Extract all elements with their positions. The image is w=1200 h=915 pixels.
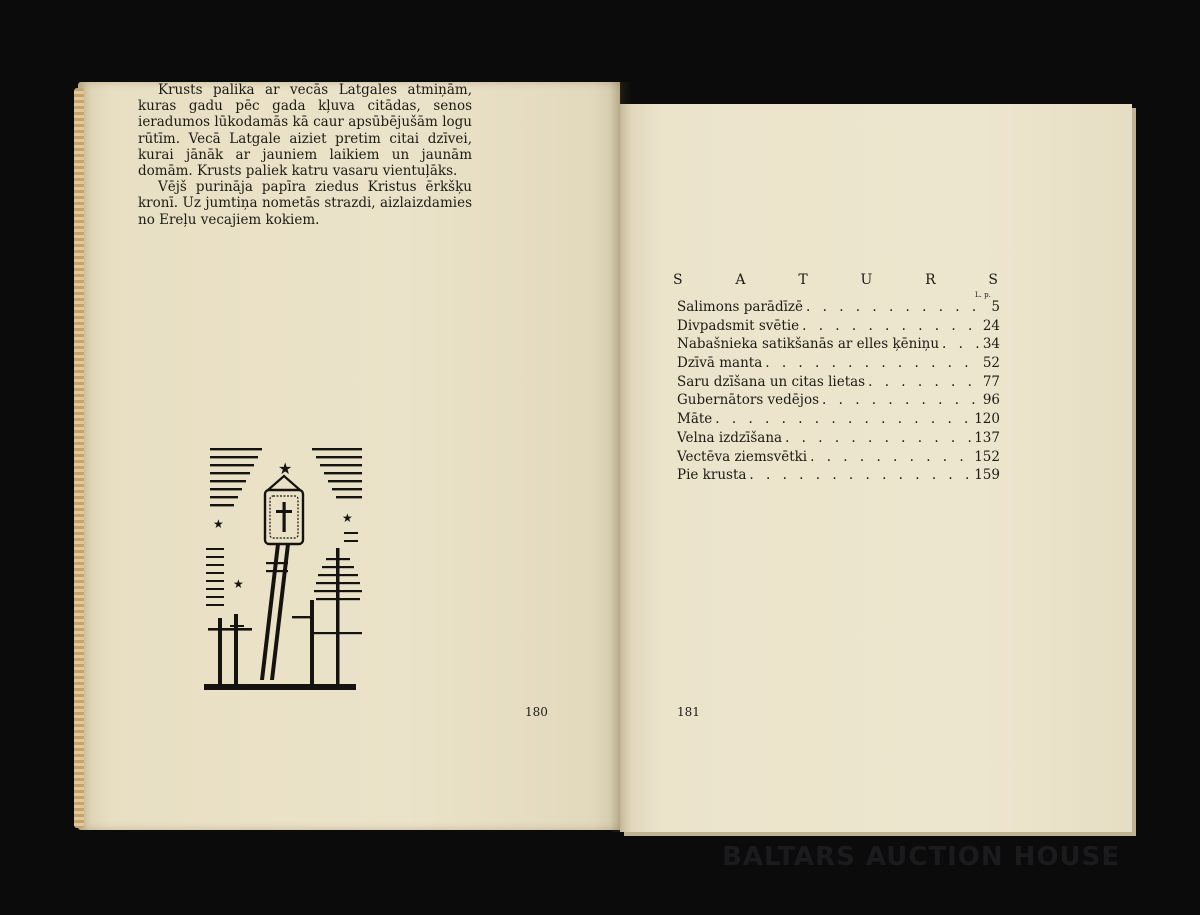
- toc-entry-page: 34: [982, 336, 1000, 353]
- toc-entry: [677, 374, 1000, 393]
- toc-entry: [677, 299, 1000, 318]
- toc-entry: [677, 411, 1000, 430]
- toc-entry-title: Divpadsmit svētie: [677, 317, 800, 334]
- toc-entry-title: Saru dzīšana un citas lietas: [677, 373, 866, 390]
- toc-entry-title: Vectēva ziemsvētki: [677, 448, 808, 465]
- left-page-text: [138, 82, 472, 228]
- table-of-contents: [677, 299, 1000, 486]
- toc-entry: [677, 336, 1000, 355]
- toc-leader-dots: [765, 355, 980, 371]
- toc-leader-dots: [715, 411, 971, 427]
- toc-entry-title: Dzīvā manta: [677, 355, 763, 372]
- toc-entry-title: Velna izdzīšana: [677, 429, 783, 446]
- toc-entry-page: 52: [982, 355, 1000, 372]
- svg-text:★: ★: [342, 511, 353, 525]
- toc-entry-page: 77: [982, 373, 1000, 390]
- toc-leader-dots: [942, 336, 980, 352]
- toc-entry-page: 96: [982, 392, 1000, 409]
- toc-entry-title: Gubernātors vedējos: [677, 392, 820, 409]
- toc-leader-dots: [802, 318, 980, 334]
- toc-heading-letter: U: [860, 272, 873, 288]
- paragraph: Krusts palika ar vecās Latgales atmiņām, kuras gadu pēc gada kļuva citādas, senos ieradumos lūkodamās kā caur apsūbējušām logu rūtīm. Vecā Latgale aiziet pretim citai dzīvei, kurai jānāk ar jauniem laikiem un jaunām domām. Krusts paliek katru vasaru vientuļāks.: [138, 82, 472, 180]
- toc-entry-page: 24: [982, 317, 1000, 334]
- toc-leader-dots: [749, 467, 971, 483]
- toc-heading-letter: A: [735, 272, 746, 288]
- toc-entry-title: Pie krusta: [677, 467, 747, 484]
- toc-leader-dots: [810, 449, 971, 465]
- book-gutter: [610, 82, 632, 832]
- page-number-right: 181: [677, 705, 700, 719]
- toc-heading-letter: S: [988, 272, 998, 288]
- toc-entry: [677, 449, 1000, 468]
- svg-text:★: ★: [213, 517, 224, 531]
- toc-entry-page: 5: [991, 299, 1000, 315]
- toc-column-label: L. p.: [975, 291, 991, 299]
- toc-entry: [677, 392, 1000, 411]
- toc-entry: [677, 355, 1000, 374]
- toc-heading-letter: T: [798, 272, 808, 288]
- toc-entry-page: 159: [974, 467, 1000, 484]
- toc-heading-letter: R: [925, 272, 936, 288]
- paragraph: Vējš purināja papīra ziedus Kristus ērkšķu kronī. Uz jumtiņa nometās strazdi, aizlaizdamies no Ereļu vecajiem kokiem.: [138, 179, 472, 228]
- wayside-cross-illustration: [200, 440, 370, 695]
- toc-heading-letter: S: [673, 272, 683, 288]
- auction-house-watermark: BALTARS AUCTION HOUSE: [722, 842, 1121, 872]
- toc-entry-title: Nabašnieka satikšanās ar elles ķēniņu: [677, 336, 940, 353]
- toc-entry-page: 152: [974, 448, 1000, 465]
- toc-entry-title: Māte: [677, 411, 713, 428]
- toc-leader-dots: [868, 374, 980, 390]
- toc-entry-page: 120: [974, 411, 1000, 428]
- toc-entry: [677, 467, 1000, 486]
- toc-entry: [677, 430, 1000, 449]
- toc-leader-dots: [806, 299, 988, 315]
- toc-entry-title: Salimons parādīzē: [677, 299, 804, 315]
- toc-heading: [673, 272, 998, 288]
- svg-text:★: ★: [233, 577, 244, 591]
- toc-leader-dots: [822, 392, 980, 408]
- page-number-left: 180: [525, 705, 548, 719]
- toc-entry-page: 137: [974, 429, 1000, 446]
- toc-entry: [677, 318, 1000, 337]
- svg-text:★: ★: [278, 459, 293, 478]
- toc-leader-dots: [785, 430, 971, 446]
